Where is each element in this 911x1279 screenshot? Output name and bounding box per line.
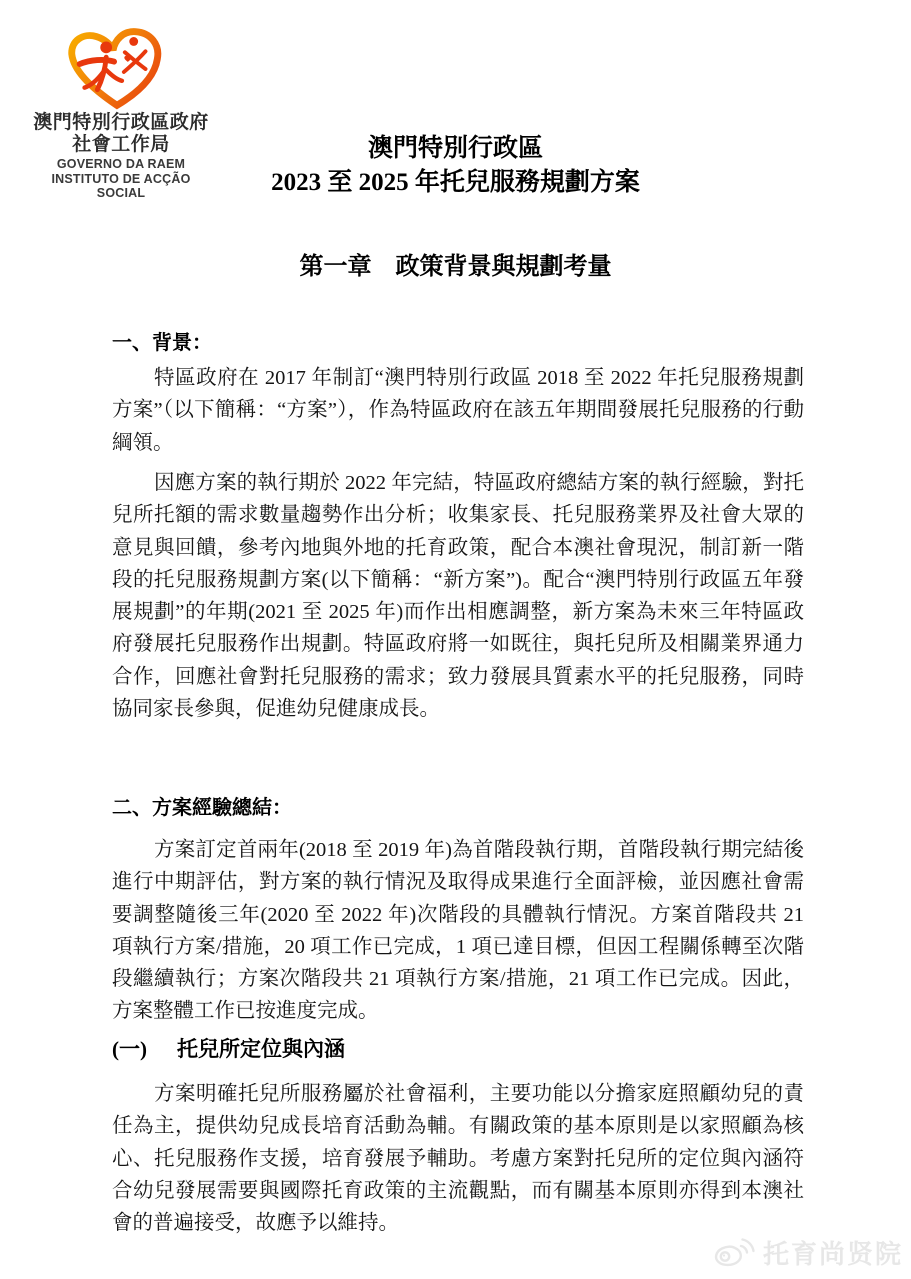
watermark bbox=[713, 1234, 903, 1271]
agency-name-pt-line2: INSTITUTO DE ACÇÃO SOCIAL bbox=[51, 172, 191, 201]
document-title-line2: 2023 至 2025 年托兒服務規劃方案 bbox=[271, 169, 640, 196]
section-1-paragraph-1: 特區政府在 2017 年制訂“澳門特別行政區 2018 至 2022 年托兒服務規劃方案”（以下簡稱：“方案”），作為特區政府在該五年期間發展托兒服務的行動綱領。 bbox=[112, 367, 804, 454]
subsection-label: (一) bbox=[112, 1037, 147, 1061]
document-title-line1: 澳門特別行政區 bbox=[367, 135, 543, 162]
agency-name-cn-line2: 社會工作局 bbox=[72, 133, 170, 155]
section-1-paragraph-2: 因應方案的執行期於 2022 年完結，特區政府總結方案的執行經驗，對托兒所托額的需求數量趨勢作出分析；收集家長、托兒服務業界及社會大眾的意見與回饋，參考內地與外地的托育政策，配合本澳社會現況，制訂新一階段的托兒服務規劃方案(以下簡稱：“新方案”)。配合“澳門特別行政區五年發展規劃”的年期(2021 至 2025 年)而作出相應調整，新方案為未來三年特區政府發展托兒服務作出規劃。特區政府將一如既往，與托兒所及相關業界通力合作，回應社會對托兒服務的需求；致力發展具質素水平的托兒服務，同時協同家長參與，促進幼兒健康成長。 bbox=[112, 472, 804, 721]
agency-name-cn-line1: 澳門特別行政區政府 bbox=[33, 112, 209, 133]
section-2-heading: 二、方案經驗總結： bbox=[112, 797, 292, 819]
agency-name-pt-line1: GOVERNO DA RAEM bbox=[56, 156, 186, 171]
section-2-paragraph-1: 方案訂定首兩年(2018 至 2019 年)為首階段執行期，首階段執行期完結後進行中期評估，對方案的執行情況及取得成果進行全面評檢，並因應社會需要調整隨後三年(2020 至 2022 年)次階段的具體執行情況。方案首階段共 21 項執行方案/措施，20 項工作已完成，1 項已達目標，但因工程關係轉至次階段繼續執行；方案次階段共 21 項執行方案/措施，21 項工作已完成。因此，方案整體工作已按進度完成。 bbox=[112, 839, 804, 1023]
subsection-title: 托兒所定位與內涵 bbox=[177, 1037, 345, 1061]
subsection-paragraph-1: 方案明確托兒所服務屬於社會福利，主要功能以分擔家庭照顧幼兒的責任為主，提供幼兒成長培育活動為輔。有關政策的基本原則是以家照顧為核心、托兒服務作支援，培育發展予輔助。考慮方案對托兒所的定位與內涵符合幼兒發展需要與國際托育政策的主流觀點，而有關基本原則亦得到本澳社會的普遍接受，故應予以維持。 bbox=[112, 1083, 804, 1235]
ias-heart-logo-icon bbox=[60, 26, 174, 110]
chapter-heading: 第一章 政策背景與規劃考量 bbox=[299, 254, 612, 280]
section-1-heading: 一、背景： bbox=[112, 332, 212, 354]
document-title bbox=[0, 132, 911, 200]
watermark-text: 托育尚贤院 bbox=[762, 1239, 903, 1269]
weibo-icon bbox=[713, 1235, 759, 1271]
subsection-heading bbox=[112, 1033, 804, 1063]
